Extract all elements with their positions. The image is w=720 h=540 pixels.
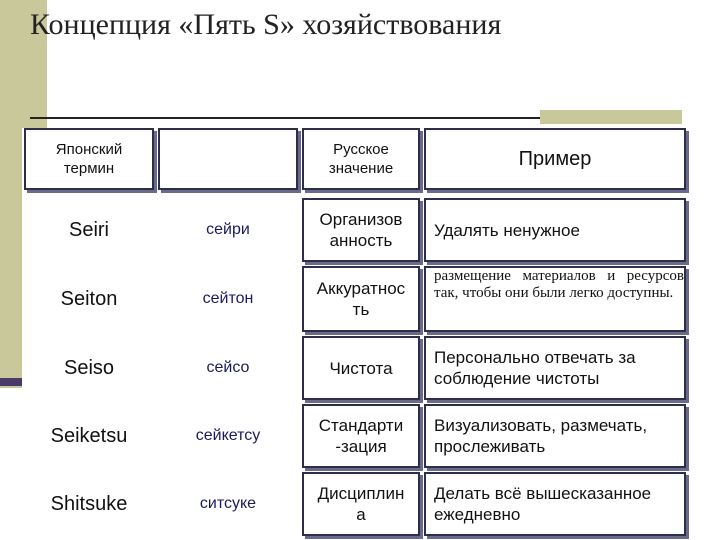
meaning-cell: [302, 336, 420, 400]
romanized-text: сейтон: [202, 290, 254, 307]
example-cell: [424, 336, 686, 400]
header-russian-meaning-label: Русское значение: [328, 141, 394, 177]
example-cell: [424, 404, 686, 468]
meaning-text: Чистота: [329, 358, 393, 378]
romanized-cell: [158, 198, 298, 262]
term-text: Seiso: [63, 356, 115, 379]
term-cell: [24, 198, 154, 262]
meaning-cell: [302, 404, 420, 468]
meaning-text: Организов анность: [319, 210, 403, 250]
romanized-cell: [158, 472, 298, 536]
meaning-cell: [302, 198, 420, 262]
meaning-text: Стандарти -зация: [318, 416, 404, 456]
meaning-text: Аккуратнос ть: [316, 279, 406, 319]
term-text: Seiri: [68, 218, 109, 241]
example-cell: [424, 198, 686, 262]
table-row: [22, 198, 688, 262]
five-s-table: [22, 128, 688, 538]
meaning-text: Дисциплин а: [317, 484, 405, 524]
romanized-text: сейсо: [206, 359, 250, 376]
table-row: [22, 404, 688, 468]
meaning-cell: [302, 472, 420, 536]
example-text: Удалять ненужное: [434, 220, 580, 240]
meaning-cell: [302, 266, 420, 332]
example-cell: [424, 472, 686, 536]
table-row: [22, 336, 688, 400]
header-example: [424, 128, 686, 190]
romanized-text: ситсуке: [199, 495, 257, 512]
romanized-text: сейри: [206, 221, 250, 238]
term-cell: [24, 266, 154, 332]
example-text: Визуализовать, размечать, прослеживать: [434, 416, 648, 456]
example-text: размещение материалов и ресурсов так, чтобы они были легко доступны.: [434, 268, 684, 301]
header-russian-meaning: [302, 128, 420, 190]
header-japanese-term-label: Японский термин: [55, 141, 123, 177]
term-cell: [24, 472, 154, 536]
title-underline: [30, 117, 540, 119]
header-japanese-term: [24, 128, 154, 190]
romanized-cell: [158, 336, 298, 400]
example-text: Персонально отвечать за соблюдение чистоты: [434, 348, 636, 388]
table-row: [22, 472, 688, 536]
romanized-cell: [158, 266, 298, 332]
term-text: Shitsuke: [50, 492, 128, 515]
term-text: Seiton: [60, 287, 118, 310]
example-text: Делать всё вышесказанное ежедневно: [434, 484, 652, 524]
example-cell: [424, 266, 686, 332]
header-example-label: Пример: [518, 147, 592, 170]
term-cell: [24, 404, 154, 468]
table-row: [22, 266, 688, 332]
term-text: Seiketsu: [50, 424, 128, 447]
header-empty-cell: [158, 128, 298, 190]
title-decorative-bar: [540, 110, 682, 124]
page-title: Концепция «Пять S» хозяйствования: [30, 8, 502, 41]
term-cell: [24, 336, 154, 400]
romanized-text: сейкетсу: [195, 427, 261, 444]
romanized-cell: [158, 404, 298, 468]
table-header-row: [22, 128, 688, 190]
